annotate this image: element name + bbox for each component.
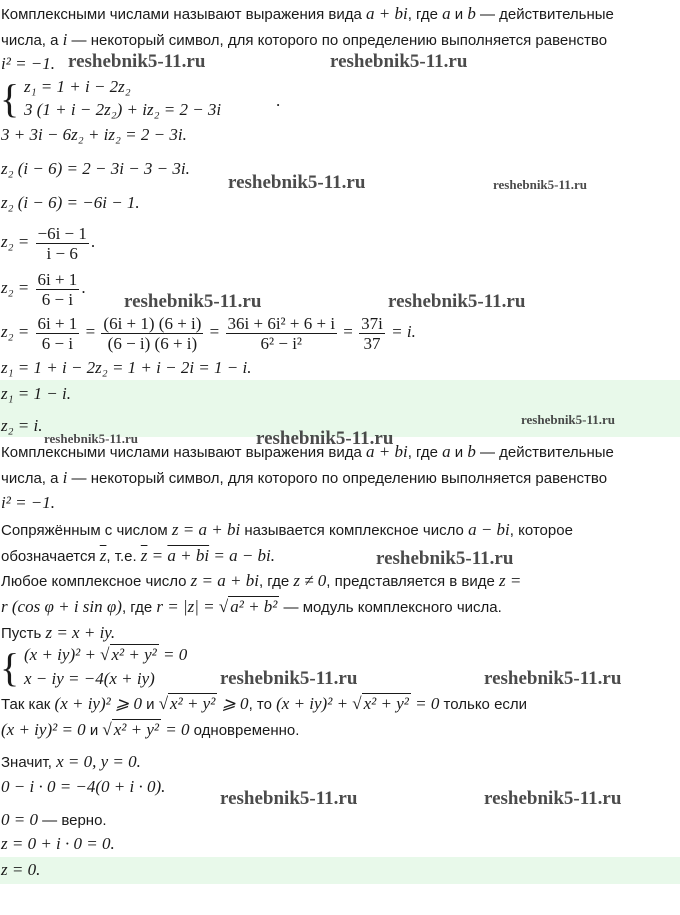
equation: z₂ = $\frac{6i + 1}{6 - i}$ = $\frac{(6i + 1) (6 + i)}{(6 - i) (6 + i)}$ = $\frac{\text{36i + 6i² + 6 + i}}{\text{6² − i²}}$ = $\frac{37i}{37}$ = i. (1, 313, 416, 353)
equation: z₂ (i − 6) = 2 − 3i − 3 − 3i. (1, 159, 190, 178)
system-row: (x + iy)² + √ x² + y² = 0 (24, 645, 188, 664)
watermark: reshebnik5-11.ru (228, 172, 366, 193)
equation: z = 0 + i · 0 = 0. (1, 834, 115, 853)
fraction: $\frac{-6i - 1}{i - 6}$ (37, 223, 87, 263)
equation: i² = −1. (1, 54, 56, 73)
fraction: $\frac{(6i + 1) (6 + i)}{(6 - i) (6 + i)}$ (103, 313, 202, 353)
text-line: Комплексными числами называют выражения вида a + bi, где a и b — действительные (1, 4, 614, 23)
fraction: $\frac{\text{36i + 6i² + 6 + i}}{\text{6² − i²}}$ (227, 313, 336, 353)
answer-highlight-2 (0, 857, 680, 884)
fraction: $\frac{6i + 1}{6 - i}$ (37, 269, 78, 309)
answer-line: z = 0. (1, 860, 41, 879)
text-line: Так как (x + iy)² ⩾ 0 и √ x² + y² ⩾ 0, то (x + iy)² + √ x² + y² = 0 только если (1, 694, 528, 713)
system-row: 3 (1 + i − 2z₂) + iz₂ = 2 − 3i (24, 100, 222, 119)
equation: i² = −1. (1, 493, 56, 512)
equation: 0 − i · 0 = −4(0 + i · 0). (1, 777, 166, 796)
equation: z₁ = 1 + i − 2z₂ = 1 + i − 2i = 1 − i. (1, 358, 252, 377)
watermark: reshebnik5-11.ru (330, 51, 468, 72)
watermark: reshebnik5-11.ru (388, 291, 526, 312)
text-line: числа, а i — некоторый символ, для которого по определению выполняется равенство (1, 468, 608, 487)
text-line: числа, а i — некоторый символ, для которого по определению выполняется равенство (1, 30, 608, 49)
text-line: обозначается $\overline{z}$, т.е. $\overline{z} = a$ + bi = a − bi. (1, 546, 276, 565)
text-line: 0 = 0 — верно. (1, 810, 107, 829)
watermark: reshebnik5-11.ru (521, 412, 616, 427)
text-line: Значит, x = 0, y = 0. (1, 752, 141, 771)
system-brace: { (0, 645, 20, 690)
watermark: reshebnik5-11.ru (44, 431, 139, 446)
text-line: Пусть z = x + iy. (1, 623, 116, 642)
watermark: reshebnik5-11.ru (124, 291, 262, 312)
system-row: x − iy = −4(x + iy) (24, 669, 155, 688)
text-line: Комплексными числами называют выражения вида a + bi, где a и b — действительные (1, 442, 614, 461)
answer-line: z₁ = 1 − i. (1, 384, 71, 403)
watermark: reshebnik5-11.ru (484, 668, 622, 689)
watermark: reshebnik5-11.ru (256, 428, 394, 449)
equation: 3 + 3i − 6z₂ + iz₂ = 2 − 3i. (1, 125, 187, 144)
fraction: $\frac{37i}{37}$ (361, 313, 383, 353)
watermark: reshebnik5-11.ru (484, 788, 622, 809)
watermark: reshebnik5-11.ru (493, 177, 588, 192)
watermark: reshebnik5-11.ru (220, 788, 358, 809)
watermark: reshebnik5-11.ru (220, 668, 358, 689)
answer-line: z₂ = i. (1, 416, 43, 435)
equation: z₂ = $\frac{6i + 1}{6 - i}$ . (1, 269, 86, 309)
equation: z₂ (i − 6) = −6i − 1. (1, 193, 140, 212)
text-line: Любое комплексное число z = a + bi, где z ≠ 0, представляется в виде z = (1, 571, 522, 590)
text-line: (x + iy)² = 0 и √ x² + y² = 0 одновременно. (1, 720, 300, 739)
equation: z₂ = $\frac{-6i - 1}{i - 6}$ . (1, 223, 96, 263)
system-brace: { (0, 76, 20, 121)
text-line: Сопряжённым с числом z = a + bi называется комплексное число a − bi, которое (1, 520, 573, 539)
watermark: reshebnik5-11.ru (68, 51, 206, 72)
system-row: z₁ = 1 + i − 2z₂ (24, 77, 131, 96)
text-line: r (cos φ + i sin φ), где r = |z| = √ a² + b² — модуль комплексного числа. (1, 597, 502, 616)
system-dot: . (276, 91, 281, 110)
watermark: reshebnik5-11.ru (376, 548, 514, 569)
fraction: $\frac{6i + 1}{6 - i}$ (37, 313, 78, 353)
